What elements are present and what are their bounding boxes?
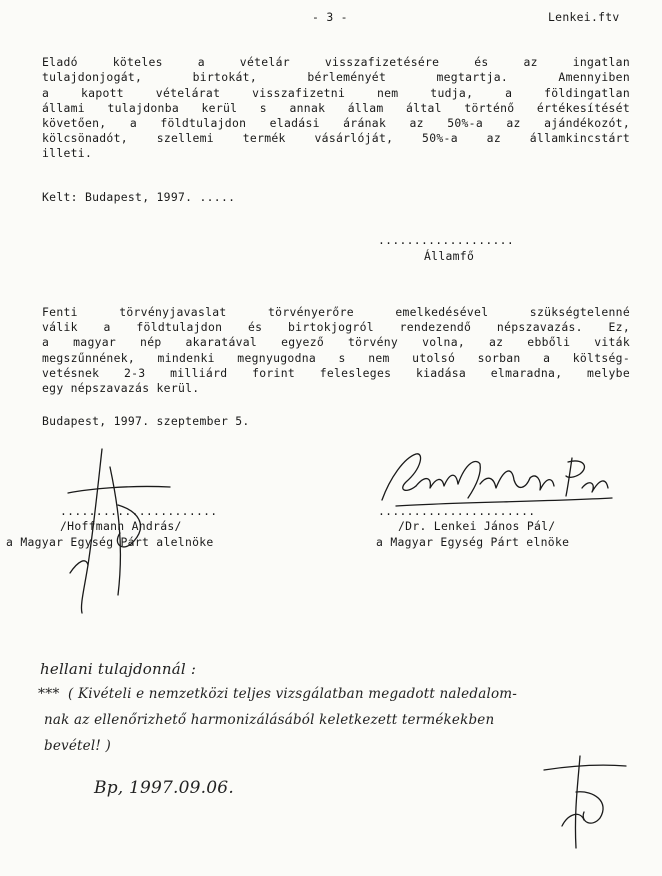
- right-signature: [376, 448, 616, 512]
- kelt-line: Kelt: Budapest, 1997. .....: [42, 190, 236, 204]
- paragraph-line: illeti.: [42, 146, 93, 160]
- paragraph-line: egy népszavazás kerül.: [42, 381, 200, 395]
- paragraph-line: a magyar nép akaratával egyező törvény volna, az ebbőli viták: [42, 335, 630, 349]
- head-of-state-label: Államfő: [424, 249, 475, 263]
- paragraph-line: állami tulajdonba kerül s annak állam által történő értékesítését: [42, 101, 630, 115]
- left-signer-title: a Magyar Egység Párt alelnöke: [6, 535, 214, 549]
- handwritten-note-line-3: nak az ellenőrizhető harmonizálásából keletkezett termékekben: [44, 712, 495, 728]
- page-number: - 3 -: [312, 10, 348, 24]
- handwritten-note-marker: ***: [38, 686, 60, 702]
- right-signature-dots: ......................: [378, 504, 536, 518]
- left-signature-dots: ......................: [60, 504, 218, 518]
- handwritten-note-date: Bp, 1997.09.06.: [94, 778, 234, 798]
- file-name: Lenkei.ftv: [548, 10, 620, 24]
- head-of-state-signature-dots: ...................: [378, 233, 514, 247]
- right-signer-title: a Magyar Egység Párt elnöke: [376, 535, 570, 549]
- handwritten-note-line-2: ( Kivételi e nemzetközi teljes vizsgálatban megadott naledalom-: [68, 686, 518, 702]
- paragraph-line: megszűnnének, mindenki megnyugodna s nem utolsó sorban a költség-: [42, 351, 630, 365]
- handwritten-note-line-1: hellani tulajdonnál :: [40, 660, 197, 678]
- paragraph-line: követően, a földtulajdon eladási árának az 50%-a az ajándékozót,: [42, 116, 630, 130]
- handwritten-note-line-4: bevétel! ): [44, 738, 111, 754]
- paragraph-line: a kapott vételárat visszafizetni nem tudja, a földingatlan: [42, 86, 630, 100]
- paragraph-line: Eladó köteles a vételár visszafizetésére és az ingatlan: [42, 55, 630, 69]
- initials-signature: [540, 752, 630, 852]
- paragraph-line: tulajdonjogát, birtokát, bérleményét megtartja. Amennyiben: [42, 70, 630, 84]
- left-signer-name: /Hoffmann András/: [60, 519, 182, 533]
- paragraph-line: vetésnek 2-3 milliárd forint felesleges kiadása elmaradna, melybe: [42, 366, 630, 380]
- right-signer-name: /Dr. Lenkei János Pál/: [398, 519, 556, 533]
- paragraph-line: kölcsönadót, szellemi termék vásárlóját, 50%-a az államkincstárt: [42, 131, 630, 145]
- document-date: Budapest, 1997. szeptember 5.: [42, 414, 250, 428]
- paragraph-line: válik a földtulajdon és birtokjogról rendezendő népszavazás. Ez,: [42, 320, 630, 334]
- paragraph-line: Fenti törvényjavaslat törvényerőre emelkedésével szükségtelenné: [42, 305, 630, 319]
